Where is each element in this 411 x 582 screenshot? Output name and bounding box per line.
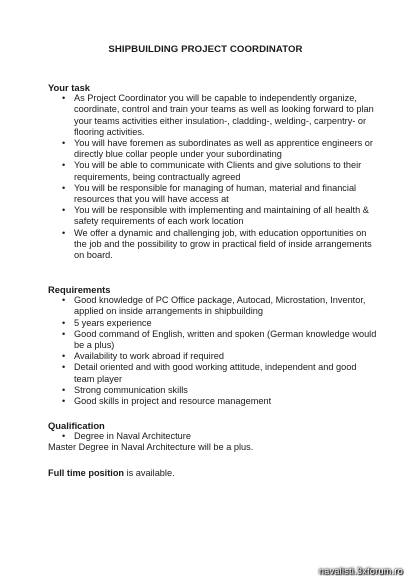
- qualification-note: Master Degree in Naval Architecture will be a plus.: [48, 442, 254, 453]
- list-item-text: Good command of English, written and spoken (German knowledge would be a plus): [74, 328, 377, 351]
- list-item-text: As Project Coordinator you will be capable to independently organize, coordinate, control and train your teams as well as looking forward to plan your teams activities either insulation-, cladding-, welding-, carpentry- or flooring activities.: [74, 93, 374, 137]
- list-item: [48, 318, 378, 329]
- bullet-icon: •: [62, 227, 66, 238]
- bullet-icon: •: [62, 317, 66, 328]
- requirements-list: [48, 295, 378, 407]
- list-item-text: You will have foremen as subordinates as well as apprentice engineers or directly blue collar people under your subordinating: [74, 138, 373, 160]
- list-item: [48, 431, 378, 442]
- list-item-text: You will be responsible with implementing and maintaining of all health & safety requirements of each work location: [74, 205, 369, 227]
- list-item-text: 5 years experience: [74, 317, 152, 328]
- bullet-icon: •: [62, 93, 66, 104]
- bullet-icon: •: [62, 328, 66, 339]
- list-item: [48, 295, 378, 317]
- requirements-section: [48, 284, 378, 407]
- task-heading: Your task: [48, 82, 91, 93]
- qualification-list: [48, 431, 378, 442]
- list-item-text: Good knowledge of PC Office package, Autocad, Microstation, Inventor, applied on inside arrangements in shipbuilding: [74, 295, 366, 317]
- list-item: [48, 351, 378, 362]
- bullet-icon: •: [62, 138, 66, 149]
- list-item-text: Degree in Naval Architecture: [74, 431, 191, 442]
- list-item: [48, 385, 378, 396]
- list-item-text: Detail oriented and with good working attitude, independent and good team player: [74, 362, 357, 384]
- list-item: [48, 396, 378, 407]
- bullet-icon: •: [62, 362, 66, 373]
- list-item: [48, 362, 378, 384]
- bullet-icon: •: [62, 295, 66, 306]
- bullet-icon: •: [62, 431, 66, 442]
- full-time-bold: Full time position: [48, 468, 125, 478]
- list-item: [48, 205, 378, 227]
- bullet-icon: •: [62, 351, 66, 362]
- bullet-icon: •: [62, 205, 66, 216]
- list-item-text: You will be able to communicate with Clients and give solutions to their requirements, being contractually agreed: [74, 160, 362, 182]
- bullet-icon: •: [62, 396, 66, 407]
- bullet-icon: •: [62, 160, 66, 171]
- bullet-icon: •: [62, 182, 66, 193]
- qualification-heading: Qualification: [48, 420, 105, 431]
- watermark: navalisti.3xforum.ro: [318, 566, 403, 576]
- list-item: [48, 138, 378, 160]
- list-item-text: You will be responsible for managing of human, material and financial resources that you will have access at: [74, 182, 357, 205]
- list-item-text: Good skills in project and resource management: [74, 396, 272, 407]
- task-list: [48, 93, 378, 261]
- list-item-text: Strong communication skills: [74, 384, 188, 395]
- requirements-heading: Requirements: [48, 284, 111, 295]
- list-item-text: We offer a dynamic and challenging job, with education opportunities on the job and the possibility to grow in practical field of inside arrangements on board.: [74, 227, 372, 261]
- list-item: [48, 160, 378, 182]
- list-item: [48, 329, 378, 351]
- document-title: SHIPBUILDING PROJECT COORDINATOR: [108, 44, 303, 55]
- bullet-icon: •: [62, 384, 66, 395]
- list-item-text: Availability to work abroad if required: [74, 351, 224, 362]
- list-item: [48, 93, 378, 138]
- task-section: [48, 82, 378, 261]
- list-item: [48, 228, 378, 262]
- list-item: [48, 183, 378, 205]
- qualification-section: [48, 420, 378, 454]
- full-time-rest: is available.: [124, 468, 175, 478]
- full-time-line: [48, 468, 378, 479]
